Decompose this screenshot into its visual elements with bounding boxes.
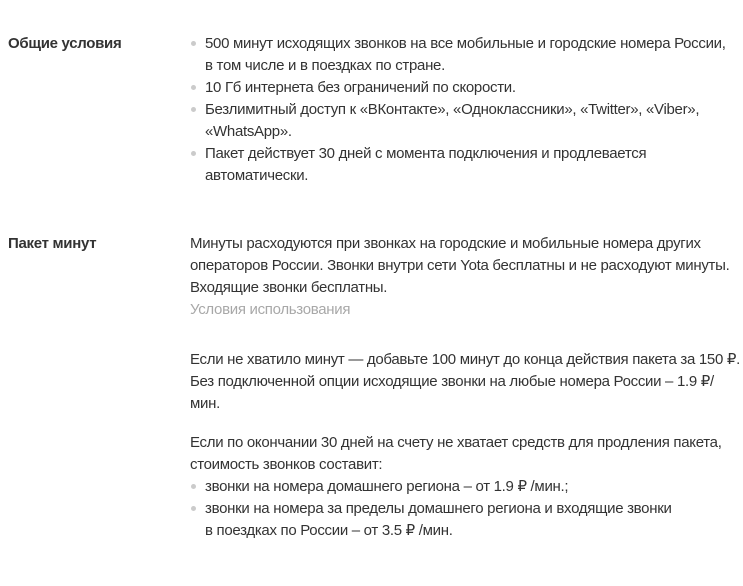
list-item	[190, 143, 743, 187]
list-item	[190, 498, 743, 542]
section-minutes-package	[8, 233, 743, 542]
bullet-text: Безлимитный доступ к «ВКонтакте», «Одноклассники», «Twitter», «Viber», «WhatsApp».	[205, 101, 700, 140]
section-heading-minutes: Пакет минут	[8, 235, 97, 252]
bullet-icon	[191, 85, 196, 90]
section-content-minutes	[190, 233, 743, 542]
minutes-usage-paragraph: Минуты расходуются при звонках на городские и мобильные номера других операторов России. Звонки внутри сети Yota бесплатны и не расходуют минуты. Входящие звонки бесплатны.	[190, 235, 730, 296]
bullet-text: Пакет действует 30 дней с момента подключения и продлевается автоматически.	[205, 145, 647, 184]
list-item	[190, 77, 743, 99]
bullet-icon	[191, 484, 196, 489]
renewal-cost-paragraph: Если по окончании 30 дней на счету не хватает средств для продления пакета, стоимость звонков составит:	[190, 434, 722, 473]
bullet-icon	[191, 41, 196, 46]
bullet-text: 10 Гб интернета без ограничений по скорости.	[205, 79, 516, 96]
list-item	[190, 99, 743, 143]
call-cost-list	[190, 476, 743, 542]
usage-terms-link[interactable]: Условия использования	[190, 301, 351, 318]
bullet-text: звонки на номера за пределы домашнего региона и входящие звонки в поездках по России – от 3.5 ₽ /мин.	[205, 500, 672, 539]
bullet-icon	[191, 506, 196, 511]
list-item	[190, 476, 743, 498]
bullet-text: 500 минут исходящих звонков на все мобильные и городские номера России, в том числе и в поездках по стране.	[205, 35, 726, 74]
bullet-text: звонки на номера домашнего региона – от 1.9 ₽ /мин.;	[205, 478, 569, 495]
general-conditions-list	[190, 33, 743, 187]
section-general-conditions	[8, 33, 743, 187]
section-heading-general: Общие условия	[8, 35, 122, 52]
list-item	[190, 33, 743, 77]
bullet-icon	[191, 151, 196, 156]
extra-minutes-paragraph: Если не хватило минут — добавьте 100 минут до конца действия пакета за 150 ₽. Без подключенной опции исходящие звонки на любые номера России – 1.9 ₽/мин.	[190, 351, 740, 412]
bullet-icon	[191, 107, 196, 112]
section-content-general	[190, 33, 743, 187]
